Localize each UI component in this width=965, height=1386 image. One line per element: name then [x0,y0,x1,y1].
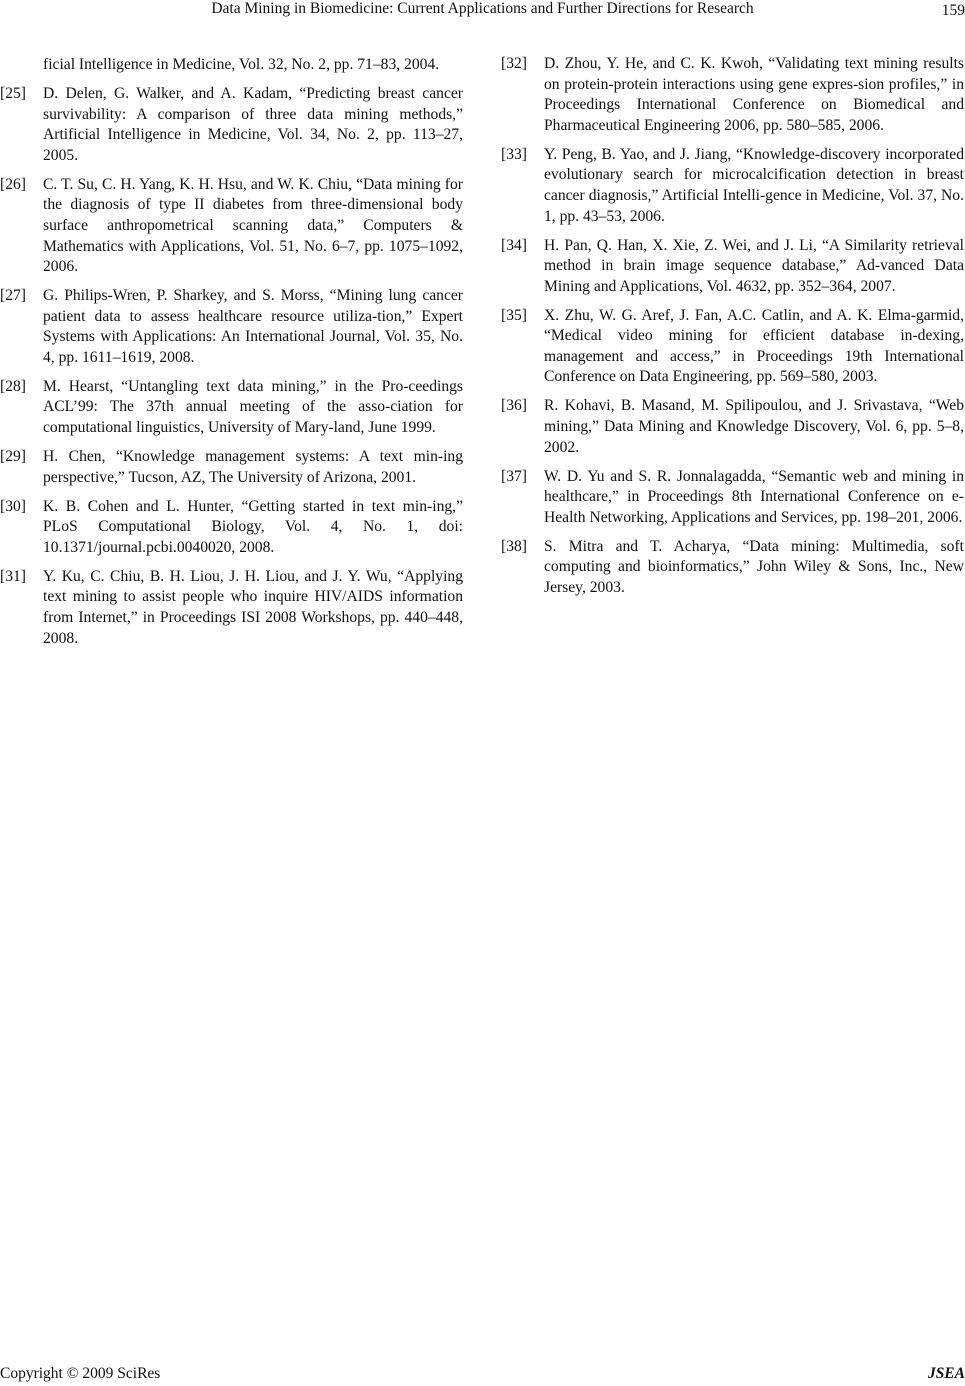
reference-item [0,497,463,559]
right-column [501,54,964,607]
left-column [0,55,463,658]
reference-text: G. Philips-Wren, P. Sharkey, and S. Morss, “Mining lung cancer patient data to assess healthcare resource utiliza-tion,” Expert Systems with Applications: An International Journal, Vol. 35, No. 4, pp. 1611–1619, 2008. [43,287,463,366]
reference-number: [38] [501,537,527,555]
reference-text: S. Mitra and T. Acharya, “Data mining: Multimedia, soft computing and bioinformatics,” John Wiley & Sons, Inc., New Jersey, 2003. [544,537,964,596]
reference-number: [25] [0,84,26,102]
reference-item [0,286,463,368]
reference-text: H. Pan, Q. Han, X. Xie, Z. Wei, and J. Li, “A Similarity retrieval method in brain image sequence database,” Ad-vanced Data Mining and Applications, Vol. 4632, pp. 352–364, 2007. [544,236,964,295]
reference-item [0,447,463,488]
reference-text: M. Hearst, “Untangling text data mining,” in the Pro-ceedings ACL’99: The 37th annual meeting of the asso-ciation for computational linguistics, University of Mary-land, June 1999. [43,377,463,437]
reference-number: [34] [501,236,527,254]
reference-text: ficial Intelligence in Medicine, Vol. 32, No. 2, pp. 71–83, 2004. [43,56,440,73]
reference-text: K. B. Cohen and L. Hunter, “Getting started in text min-ing,” PLoS Computational Biology, Vol. 4, No. 1, doi: 10.1371/journal.pcbi.0040020, 2008. [43,497,463,556]
reference-item [501,54,964,136]
reference-number: [36] [501,397,527,415]
reference-number: [28] [0,377,26,395]
reference-number: [35] [501,306,527,324]
reference-number: [27] [0,287,26,305]
reference-text: D. Zhou, Y. He, and C. K. Kwoh, “Validating text mining results on protein-protein interactions using gene expres-sion profiles,” in Proceedings International Conference on Biomedical and Pharmaceutical Engineering 2006, pp. 580–585, 2006. [544,55,964,134]
running-title: Data Mining in Biomedicine: Current Applications and Further Directions for Research [211,0,754,17]
reference-continuation [0,55,463,76]
reference-text: C. T. Su, C. H. Yang, K. H. Hsu, and W. K. Chiu, “Data mining for the diagnosis of type II diabetes from three-dimensional body surface anthropometrical scanning data,” Computers & Mathematics with Applications, Vol. 51, No. 6–7, pp. 1075–1092, 2006. [43,175,463,276]
reference-number: [32] [501,55,527,72]
page-number: 159 [941,2,965,19]
reference-text: X. Zhu, W. G. Aref, J. Fan, A.C. Catlin, and A. K. Elma-garmid, “Medical video mining for efficient database in-dexing, management and access,” in Proceedings 19th International Conference on Data Engineering, pp. 569–580, 2003. [544,306,964,386]
reference-item [501,236,964,298]
copyright-notice: Copyright © 2009 SciRes [0,1365,161,1382]
running-header [0,0,965,20]
reference-item [501,396,964,458]
reference-number: [31] [0,567,26,585]
reference-text: Y. Peng, B. Yao, and J. Jiang, “Knowledge-discovery incorporated evolutionary search for microcalcification detection in breast cancer diagnosis,” Artificial Intelli-gence in Medicine, Vol. 37, No. 1, pp. 43–53, 2006. [544,145,964,225]
reference-item [501,467,964,529]
reference-text: Y. Ku, C. Chiu, B. H. Liou, J. H. Liou, and J. Y. Wu, “Applying text mining to assist people who inquire HIV/AIDS information from Internet,” in Proceedings ISI 2008 Workshops, pp. 440–448, 2008. [43,567,463,647]
reference-item [501,306,964,388]
reference-text: R. Kohavi, B. Masand, M. Spilipoulou, and J. Srivastava, “Web mining,” Data Mining and Knowledge Discovery, Vol. 6, pp. 5–8, 2002. [544,397,964,456]
reference-item [501,537,964,599]
journal-abbreviation: JSEA [927,1365,965,1382]
reference-number: [29] [0,448,26,466]
reference-text: H. Chen, “Knowledge management systems: A text min-ing perspective,” Tucson, AZ, The University of Arizona, 2001. [43,448,463,486]
reference-number: [37] [501,467,527,485]
reference-item [0,84,463,166]
reference-item [0,175,463,278]
reference-item [0,567,463,649]
reference-number: [30] [0,497,26,515]
reference-text: W. D. Yu and S. R. Jonnalagadda, “Semantic web and mining in healthcare,” in Proceedings 8th International Conference on e-Health Networking, Applications and Services, pp. 198–201, 2006. [544,467,964,526]
reference-text: D. Delen, G. Walker, and A. Kadam, “Predicting breast cancer survivability: A comparison of three data mining methods,” Artificial Intelligence in Medicine, Vol. 34, No. 2, pp. 113–27, 2005. [43,84,463,164]
reference-number: [26] [0,175,26,193]
reference-item [501,145,964,227]
reference-number: [33] [501,145,527,163]
reference-item [0,377,463,439]
